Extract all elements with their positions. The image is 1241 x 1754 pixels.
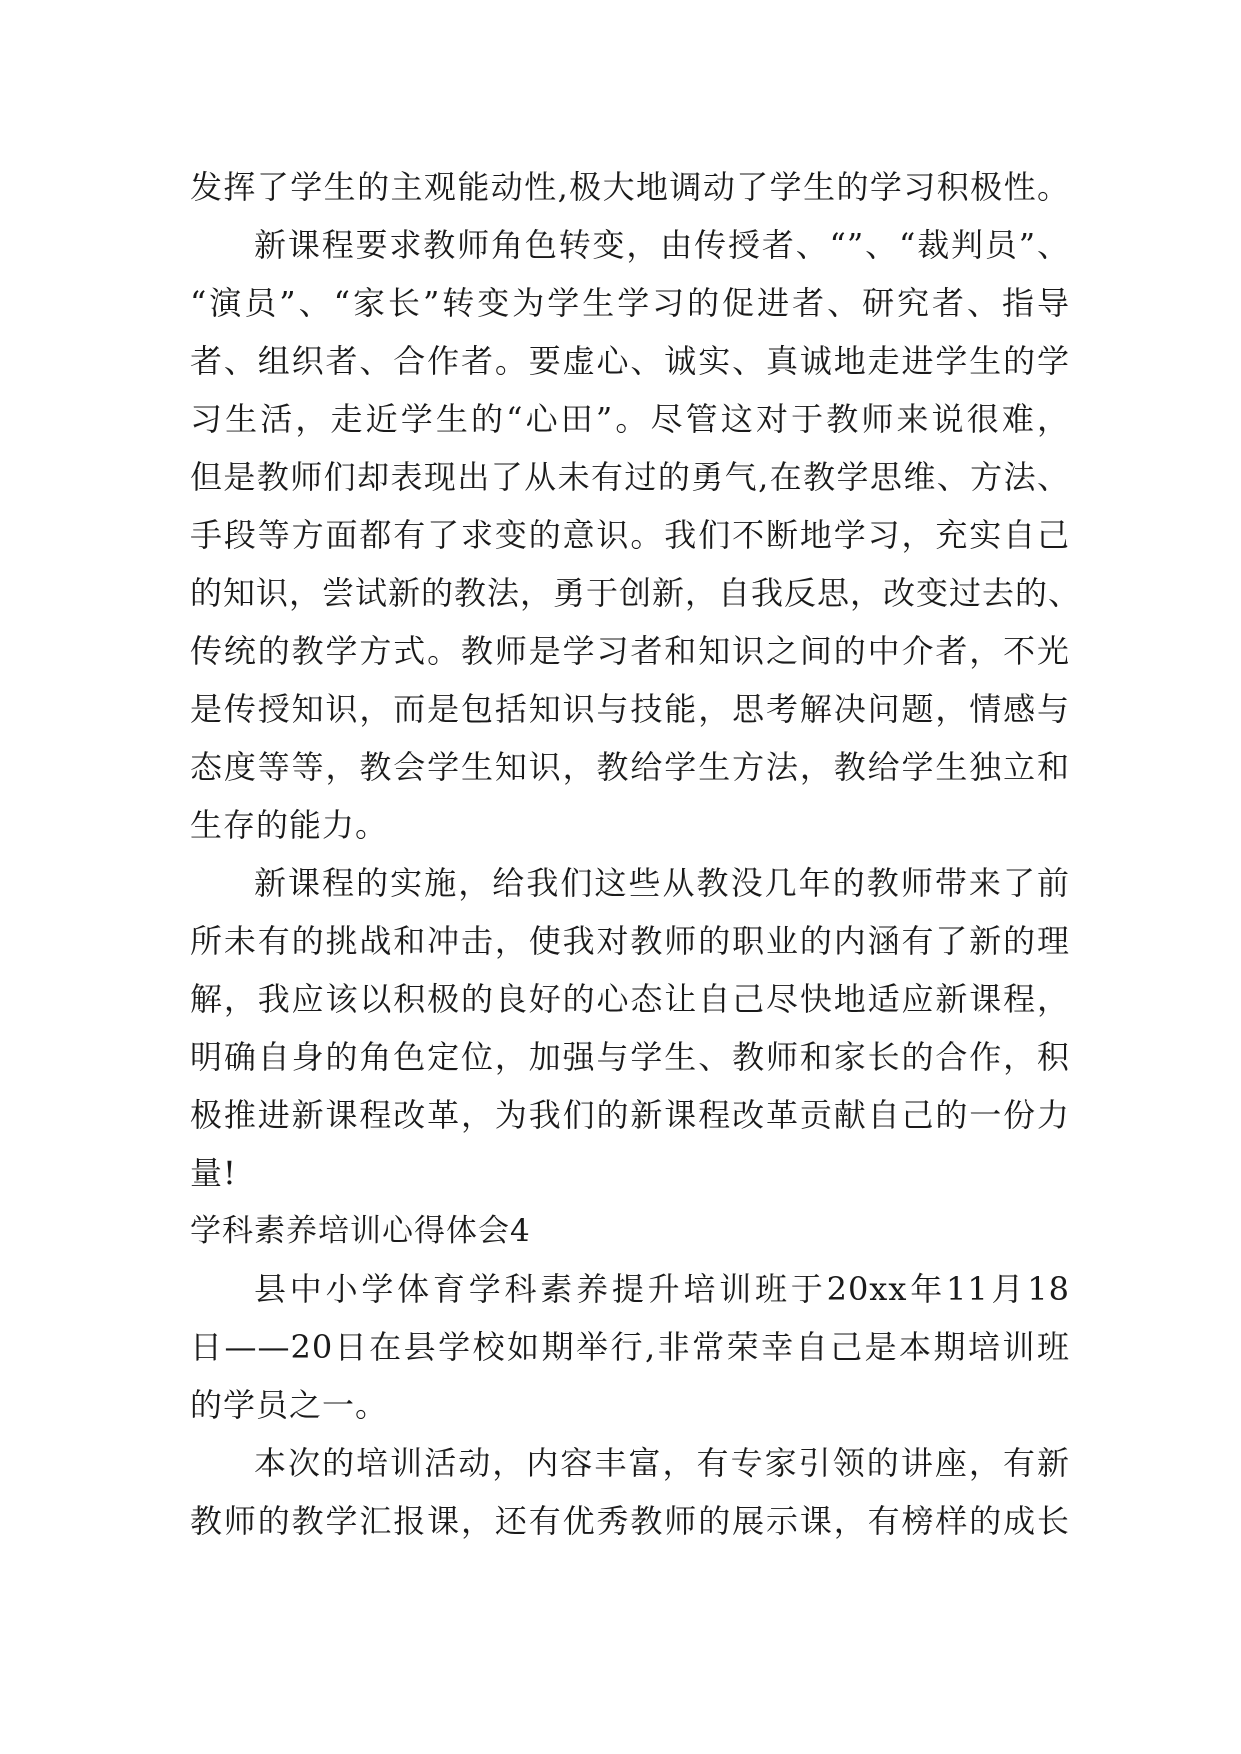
paragraph-line: 传统的教学方式。教师是学习者和知识之间的中介者，不光 [190, 632, 1070, 670]
paragraph-line: 态度等等，教会学生知识，教给学生方法，教给学生独立和 [190, 748, 1070, 786]
paragraph-line: 新课程的实施，给我们这些从教没几年的教师带来了前 [254, 864, 1070, 902]
paragraph-line: 者、组织者、合作者。要虚心、诚实、真诚地走进学生的学 [190, 342, 1070, 380]
paragraph-line: 所未有的挑战和冲击，使我对教师的职业的内涵有了新的理 [190, 922, 1070, 960]
paragraph-line: 教师的教学汇报课，还有优秀教师的展示课，有榜样的成长 [190, 1502, 1070, 1540]
paragraph-line: 极推进新课程改革，为我们的新课程改革贡献自己的一份力 [190, 1096, 1070, 1134]
paragraph-line: 解，我应该以积极的良好的心态让自己尽快地适应新课程， [190, 980, 1070, 1018]
paragraph-line: “演员”、“家长”转变为学生学习的促进者、研究者、指导 [190, 284, 1070, 322]
paragraph-line: 习生活，走近学生的“心田”。尽管这对于教师来说很难， [190, 400, 1070, 438]
paragraph-line: 日——20日在县学校如期举行,非常荣幸自己是本期培训班 [190, 1328, 1070, 1366]
paragraph-line: 县中小学体育学科素养提升培训班于20xx年11月18 [254, 1270, 1070, 1308]
paragraph-line: 是传授知识，而是包括知识与技能，思考解决问题，情感与 [190, 690, 1070, 728]
paragraph-training-content [190, 1434, 1070, 1550]
section-heading: 学科素养培训心得体会4 [190, 1213, 531, 1249]
paragraph-role-change [190, 216, 1082, 854]
paragraph-line: 量! [190, 1154, 237, 1192]
document-page [190, 158, 1082, 1550]
paragraph-implementation [190, 854, 1070, 1202]
paragraph-line: 新课程要求教师角色转变，由传授者、“”、“裁判员”、 [254, 226, 1070, 264]
paragraph-line: 但是教师们却表现出了从未有过的勇气,在教学思维、方法、 [190, 458, 1070, 496]
paragraph-line: 的知识，尝试新的教法，勇于创新，自我反思，改变过去的、 [190, 574, 1082, 612]
paragraph-line: 手段等方面都有了求变的意识。我们不断地学习，充实自己 [190, 516, 1070, 554]
intro-line: 发挥了学生的主观能动性,极大地调动了学生的学习积极性。 [190, 168, 1070, 206]
paragraph-training-class [190, 1260, 1070, 1434]
paragraph-line: 明确自身的角色定位，加强与学生、教师和家长的合作，积 [190, 1038, 1070, 1076]
paragraph-line: 生存的能力。 [190, 806, 389, 844]
paragraph-line: 本次的培训活动，内容丰富，有专家引领的讲座，有新 [254, 1444, 1070, 1482]
paragraph-line: 的学员之一。 [190, 1386, 389, 1424]
